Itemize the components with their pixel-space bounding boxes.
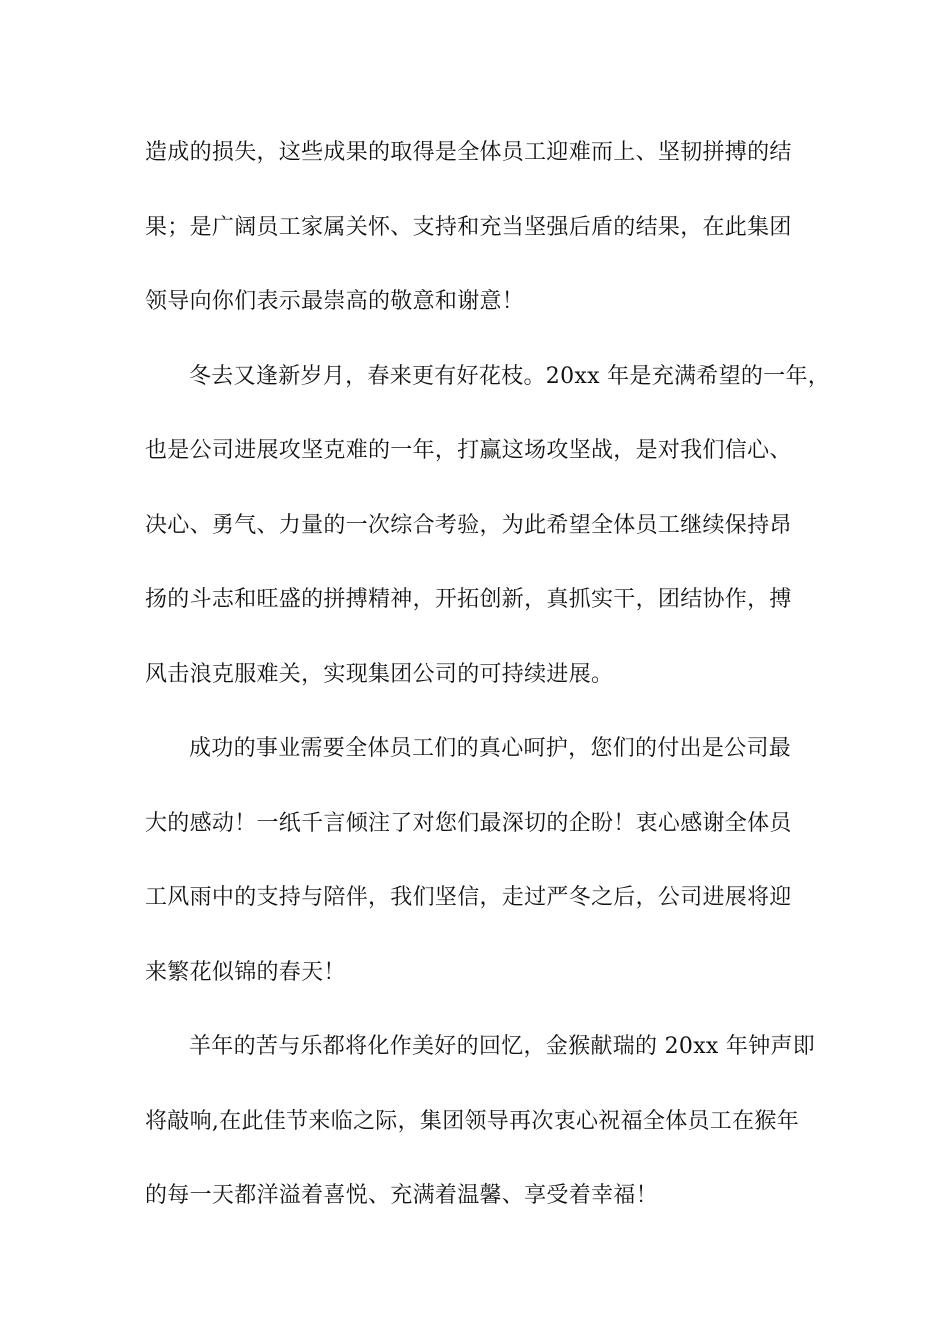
text-line: 决心、勇气、力量的一次综合考验，为此希望全体员工继续保持昂 <box>145 512 792 538</box>
paragraph-first-line: 羊年的苦与乐都将化作美好的回忆，金猴献瑞的 20xx 年钟声即 <box>189 1034 816 1059</box>
text-line: 风击浪克服难关，实现集团公司的可持续进展。 <box>145 661 614 687</box>
text-line: 来繁花似锦的春天！ <box>145 959 346 985</box>
document-body <box>145 127 831 1245</box>
text-line: 也是公司进展攻坚克难的一年，打赢这场攻坚战，是对我们信心、 <box>145 438 792 463</box>
paragraph-first-line: 成功的事业需要全体员工们的真心呵护，您们的付出是公司最 <box>189 736 792 761</box>
text-line: 扬的斗志和旺盛的拼搏精神，开拓创新，真抓实干，团结协作，搏 <box>145 587 792 612</box>
paragraph-first-line: 冬去又逢新岁月，春来更有好花枝。20xx 年是充满希望的一年， <box>189 363 831 389</box>
text-line: 工风雨中的支持与陪伴，我们坚信，走过严冬之后，公司进展将迎 <box>145 885 792 910</box>
text-line: 的每一天都洋溢着喜悦、充满着温馨、享受着幸福！ <box>145 1183 658 1208</box>
text-line: 将敲响,在此佳节来临之际，集团领导再次衷心祝福全体员工在猴年 <box>145 1108 799 1134</box>
text-line: 造成的损失，这些成果的取得是全体员工迎难而上、坚韧拼搏的结 <box>145 140 792 165</box>
text-line: 果；是广阔员工家属关怀、支持和充当坚强后盾的结果，在此集团 <box>145 214 792 240</box>
text-line: 大的感动！一纸千言倾注了对您们最深切的企盼！衷心感谢全体员 <box>145 810 792 836</box>
text-line: 领导向你们表示最崇高的敬意和谢意！ <box>145 289 525 314</box>
